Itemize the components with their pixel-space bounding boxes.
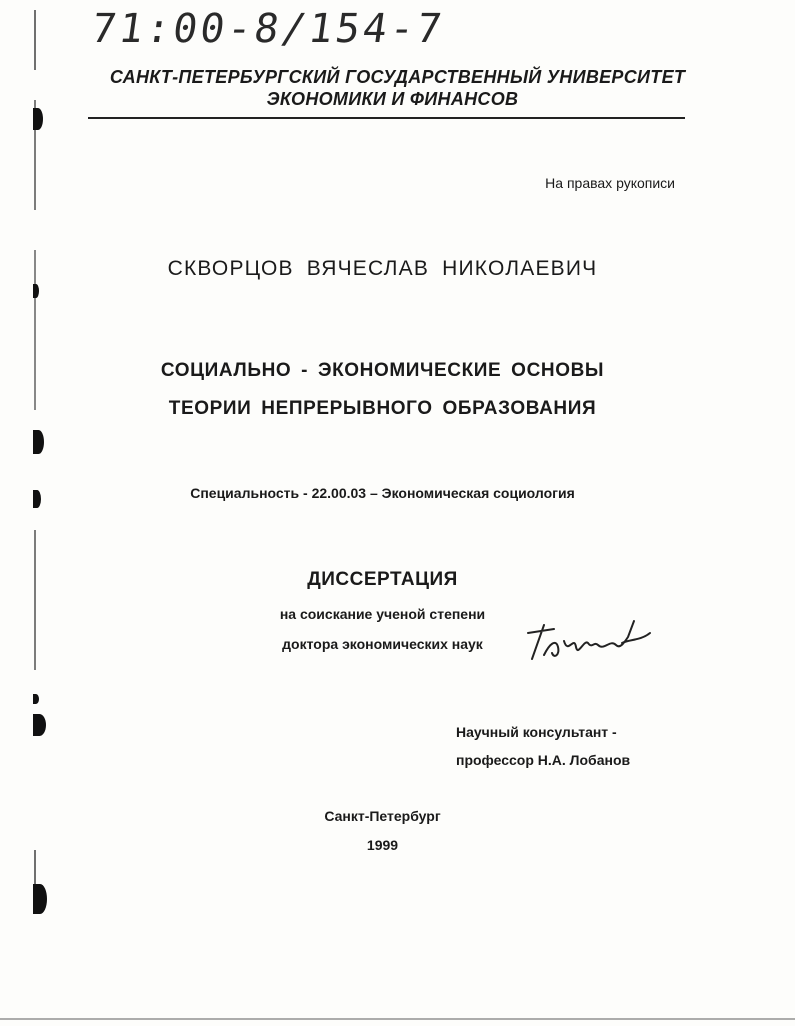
consultant-label: Научный консультант - bbox=[456, 724, 617, 740]
author-name: СКВОРЦОВ ВЯЧЕСЛАВ НИКОЛАЕВИЧ bbox=[167, 257, 598, 280]
year: 1999 bbox=[366, 837, 399, 853]
city: Санкт-Петербург bbox=[324, 808, 441, 824]
university-name-line1: САНКТ-ПЕТЕРБУРГСКИЙ ГОСУДАРСТВЕННЫЙ УНИВЕРСИТЕТ bbox=[109, 67, 686, 87]
consultant-name: профессор Н.А. Лобанов bbox=[456, 752, 631, 768]
scan-bottom-line bbox=[0, 1018, 795, 1020]
manuscript-rights-note: На правах рукописи bbox=[545, 175, 675, 191]
thesis-title-line2: ТЕОРИИ НЕПРЕРЫВНОГО ОБРАЗОВАНИЯ bbox=[168, 398, 597, 419]
degree-line1: на соискание ученой степени bbox=[279, 606, 486, 622]
scan-margin-line bbox=[34, 10, 36, 1010]
degree-line2: доктора экономических наук bbox=[282, 636, 483, 652]
scan-punch-mark bbox=[33, 284, 39, 298]
scan-punch-mark bbox=[33, 430, 44, 454]
scan-punch-mark bbox=[33, 694, 39, 704]
handwritten-signature bbox=[524, 615, 664, 665]
scan-punch-mark bbox=[33, 884, 47, 914]
scan-punch-mark bbox=[33, 714, 46, 736]
archive-number: 71:00-8/154-7 bbox=[88, 6, 448, 52]
university-name-line2: ЭКОНОМИКИ И ФИНАНСОВ bbox=[266, 89, 519, 109]
thesis-title-line1: СОЦИАЛЬНО - ЭКОНОМИЧЕСКИЕ ОСНОВЫ bbox=[160, 360, 605, 381]
scan-punch-mark bbox=[33, 108, 43, 130]
speciality: Специальность - 22.00.03 – Экономическая социология bbox=[190, 485, 575, 501]
document-type: ДИССЕРТАЦИЯ bbox=[307, 569, 458, 590]
header-divider bbox=[88, 117, 685, 119]
